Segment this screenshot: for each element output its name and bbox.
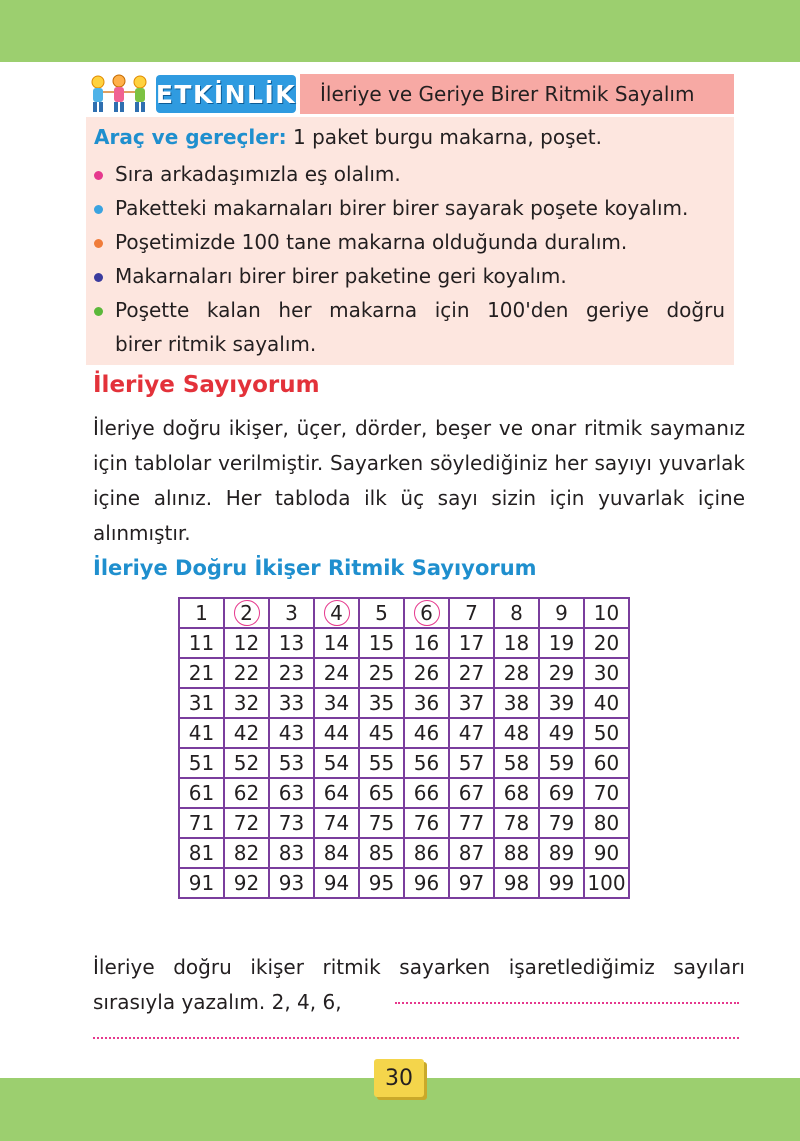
grid-cell-48[interactable]: 48 — [494, 718, 539, 748]
page-number: 30 — [374, 1059, 424, 1097]
grid-cell-69[interactable]: 69 — [539, 778, 584, 808]
grid-cell-53[interactable]: 53 — [269, 748, 314, 778]
grid-cell-70[interactable]: 70 — [584, 778, 629, 808]
grid-cell-43[interactable]: 43 — [269, 718, 314, 748]
grid-cell-68[interactable]: 68 — [494, 778, 539, 808]
grid-cell-82[interactable]: 82 — [224, 838, 269, 868]
grid-cell-2[interactable] — [224, 598, 269, 628]
grid-cell-95[interactable]: 95 — [359, 868, 404, 898]
grid-cell-39[interactable]: 39 — [539, 688, 584, 718]
step-item — [94, 157, 715, 191]
tools-text: 1 paket burgu makarna, poşet. — [286, 125, 603, 149]
grid-cell-86[interactable]: 86 — [404, 838, 449, 868]
grid-cell-45[interactable]: 45 — [359, 718, 404, 748]
step-text-multiline — [115, 293, 725, 361]
top-green-band — [0, 0, 800, 62]
grid-cell-42[interactable]: 42 — [224, 718, 269, 748]
grid-cell-54[interactable]: 54 — [314, 748, 359, 778]
grid-cell-91[interactable]: 91 — [179, 868, 224, 898]
grid-cell-7[interactable]: 7 — [449, 598, 494, 628]
grid-cell-80[interactable]: 80 — [584, 808, 629, 838]
grid-cell-52[interactable]: 52 — [224, 748, 269, 778]
step-item — [94, 259, 715, 293]
grid-cell-97[interactable]: 97 — [449, 868, 494, 898]
grid-cell-40[interactable]: 40 — [584, 688, 629, 718]
grid-row — [179, 778, 629, 808]
grid-cell-94[interactable]: 94 — [314, 868, 359, 898]
grid-cell-38[interactable]: 38 — [494, 688, 539, 718]
section-paragraph — [93, 411, 745, 551]
grid-cell-11[interactable]: 11 — [179, 628, 224, 658]
grid-cell-76[interactable]: 76 — [404, 808, 449, 838]
grid-cell-24[interactable]: 24 — [314, 658, 359, 688]
bullet-icon — [94, 307, 103, 316]
tools-box — [86, 117, 734, 365]
grid-cell-27[interactable]: 27 — [449, 658, 494, 688]
grid-cell-13[interactable]: 13 — [269, 628, 314, 658]
grid-cell-47[interactable]: 47 — [449, 718, 494, 748]
grid-cell-99[interactable]: 99 — [539, 868, 584, 898]
grid-cell-66[interactable]: 66 — [404, 778, 449, 808]
activity-logo — [86, 73, 298, 115]
grid-cell-49[interactable]: 49 — [539, 718, 584, 748]
grid-cell-78[interactable]: 78 — [494, 808, 539, 838]
paragraph-line: için tablolar verilmiştir. Sayarken söylediğiniz her sayıyı yuvarlak — [93, 451, 745, 475]
grid-cell-57[interactable]: 57 — [449, 748, 494, 778]
circle-mark: 4 — [324, 600, 350, 626]
grid-cell-84[interactable]: 84 — [314, 838, 359, 868]
tools-label: Araç ve gereçler: — [94, 125, 287, 149]
number-grid — [178, 597, 630, 899]
grid-cell-26[interactable]: 26 — [404, 658, 449, 688]
grid-row — [179, 628, 629, 658]
grid-cell-36[interactable]: 36 — [404, 688, 449, 718]
grid-cell-75[interactable]: 75 — [359, 808, 404, 838]
grid-cell-65[interactable]: 65 — [359, 778, 404, 808]
activity-title-box — [300, 74, 734, 114]
grid-row — [179, 688, 629, 718]
grid-cell-67[interactable]: 67 — [449, 778, 494, 808]
grid-cell-21[interactable]: 21 — [179, 658, 224, 688]
paragraph-line: İleriye doğru ikişer, üçer, dörder, beşer ve onar ritmik saymanız — [93, 416, 745, 440]
grid-cell-16[interactable]: 16 — [404, 628, 449, 658]
answer-line[interactable] — [93, 1037, 739, 1039]
bullet-icon — [94, 273, 103, 282]
activity-badge-text: ETKİNLİK — [155, 79, 297, 109]
step-text: Makarnaları birer birer paketine geri koyalım. — [115, 264, 567, 288]
question-line: sırasıyla yazalım. 2, 4, 6, — [93, 990, 342, 1014]
paragraph-line: içine alınız. Her tabloda ilk üç sayı sizin için yuvarlak içine — [93, 486, 745, 510]
grid-cell-19[interactable]: 19 — [539, 628, 584, 658]
subsection-heading: İleriye Doğru İkişer Ritmik Sayıyorum — [93, 556, 537, 580]
activity-badge — [156, 75, 296, 113]
grid-cell-100[interactable]: 100 — [584, 868, 629, 898]
grid-cell-31[interactable]: 31 — [179, 688, 224, 718]
bullet-icon — [94, 239, 103, 248]
grid-cell-32[interactable]: 32 — [224, 688, 269, 718]
grid-cell-56[interactable]: 56 — [404, 748, 449, 778]
grid-cell-63[interactable]: 63 — [269, 778, 314, 808]
grid-cell-50[interactable]: 50 — [584, 718, 629, 748]
grid-cell-79[interactable]: 79 — [539, 808, 584, 838]
grid-cell-55[interactable]: 55 — [359, 748, 404, 778]
bullet-icon — [94, 205, 103, 214]
grid-cell-23[interactable]: 23 — [269, 658, 314, 688]
step-text: Poşetimizde 100 tane makarna olduğunda duralım. — [115, 230, 628, 254]
grid-cell-90[interactable]: 90 — [584, 838, 629, 868]
grid-cell-28[interactable]: 28 — [494, 658, 539, 688]
grid-cell-51[interactable]: 51 — [179, 748, 224, 778]
grid-cell-44[interactable]: 44 — [314, 718, 359, 748]
kids-logo-icon — [86, 73, 152, 115]
grid-cell-58[interactable]: 58 — [494, 748, 539, 778]
grid-cell-30[interactable]: 30 — [584, 658, 629, 688]
grid-cell-59[interactable]: 59 — [539, 748, 584, 778]
grid-row — [179, 868, 629, 898]
grid-cell-15[interactable]: 15 — [359, 628, 404, 658]
grid-cell-14[interactable]: 14 — [314, 628, 359, 658]
grid-cell-12[interactable]: 12 — [224, 628, 269, 658]
grid-cell-35[interactable]: 35 — [359, 688, 404, 718]
grid-cell-22[interactable]: 22 — [224, 658, 269, 688]
grid-cell-17[interactable]: 17 — [449, 628, 494, 658]
circle-mark: 6 — [414, 600, 440, 626]
grid-cell-74[interactable]: 74 — [314, 808, 359, 838]
question — [93, 950, 745, 1020]
grid-cell-96[interactable]: 96 — [404, 868, 449, 898]
grid-cell-64[interactable]: 64 — [314, 778, 359, 808]
grid-cell-98[interactable]: 98 — [494, 868, 539, 898]
grid-cell-93[interactable]: 93 — [269, 868, 314, 898]
grid-cell-4[interactable] — [314, 598, 359, 628]
step-item — [94, 293, 725, 361]
step-item — [94, 225, 715, 259]
grid-cell-85[interactable]: 85 — [359, 838, 404, 868]
grid-cell-89[interactable]: 89 — [539, 838, 584, 868]
grid-cell-92[interactable]: 92 — [224, 868, 269, 898]
section-heading: İleriye Sayıyorum — [93, 372, 320, 398]
grid-cell-41[interactable]: 41 — [179, 718, 224, 748]
step-text-line: Poşette kalan her makarna için 100'den geriye doğru — [115, 298, 725, 322]
grid-row — [179, 838, 629, 868]
grid-row — [179, 748, 629, 778]
grid-cell-81[interactable]: 81 — [179, 838, 224, 868]
grid-row — [179, 808, 629, 838]
activity-title: İleriye ve Geriye Birer Ritmik Sayalım — [320, 82, 695, 106]
tools-line — [94, 125, 602, 149]
grid-cell-25[interactable]: 25 — [359, 658, 404, 688]
grid-cell-72[interactable]: 72 — [224, 808, 269, 838]
paragraph-line: alınmıştır. — [93, 521, 191, 545]
bullet-icon — [94, 171, 103, 180]
grid-cell-60[interactable]: 60 — [584, 748, 629, 778]
grid-cell-83[interactable]: 83 — [269, 838, 314, 868]
grid-cell-34[interactable]: 34 — [314, 688, 359, 718]
grid-cell-73[interactable]: 73 — [269, 808, 314, 838]
grid-row — [179, 718, 629, 748]
grid-cell-10[interactable]: 10 — [584, 598, 629, 628]
grid-cell-77[interactable]: 77 — [449, 808, 494, 838]
question-line: İleriye doğru ikişer ritmik sayarken işaretlediğimiz sayıları — [93, 955, 745, 979]
grid-cell-29[interactable]: 29 — [539, 658, 584, 688]
grid-cell-33[interactable]: 33 — [269, 688, 314, 718]
grid-row — [179, 598, 629, 628]
grid-cell-9[interactable]: 9 — [539, 598, 584, 628]
grid-row — [179, 658, 629, 688]
step-text: Sıra arkadaşımızla eş olalım. — [115, 162, 401, 186]
grid-cell-62[interactable]: 62 — [224, 778, 269, 808]
grid-cell-88[interactable]: 88 — [494, 838, 539, 868]
grid-cell-18[interactable]: 18 — [494, 628, 539, 658]
grid-cell-46[interactable]: 46 — [404, 718, 449, 748]
circle-mark: 2 — [234, 600, 260, 626]
grid-cell-87[interactable]: 87 — [449, 838, 494, 868]
grid-cell-3[interactable]: 3 — [269, 598, 314, 628]
grid-cell-6[interactable] — [404, 598, 449, 628]
step-text-line: birer ritmik sayalım. — [115, 332, 317, 356]
grid-cell-37[interactable]: 37 — [449, 688, 494, 718]
grid-cell-20[interactable]: 20 — [584, 628, 629, 658]
step-text: Paketteki makarnaları birer birer sayarak poşete koyalım. — [115, 196, 689, 220]
answer-line[interactable] — [395, 1002, 739, 1004]
step-item — [94, 191, 715, 225]
grid-cell-61[interactable]: 61 — [179, 778, 224, 808]
grid-cell-8[interactable]: 8 — [494, 598, 539, 628]
grid-cell-5[interactable]: 5 — [359, 598, 404, 628]
grid-cell-1[interactable]: 1 — [179, 598, 224, 628]
grid-cell-71[interactable]: 71 — [179, 808, 224, 838]
